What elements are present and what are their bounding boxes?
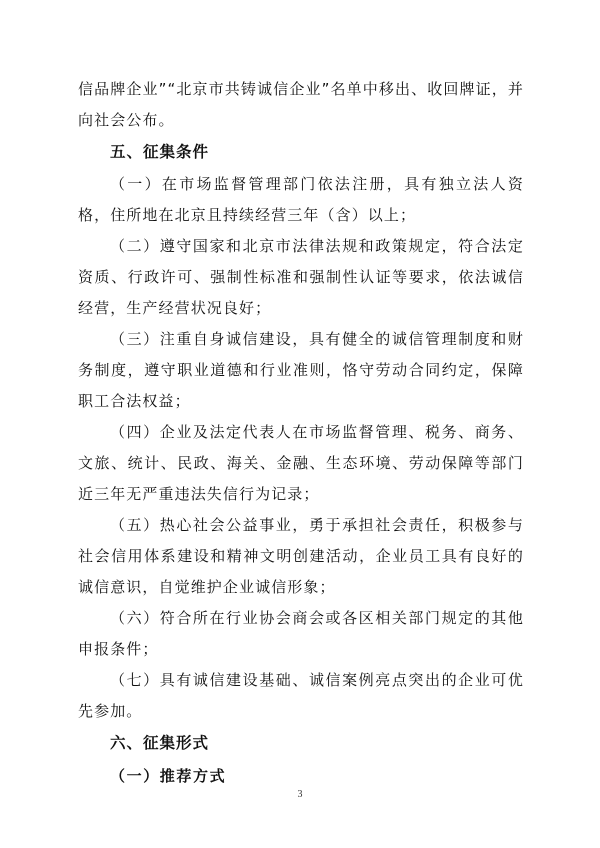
condition-item-1: （一）在市场监督管理部门依法注册，具有独立法人资格，住所地在北京且持续经营三年（含）以上； [78,175,524,224]
page-number: 3 [297,789,303,800]
continuation-paragraph: 信品牌企业”“北京市共铸诚信企业”名单中移出、收回牌证，并向社会公布。 [78,80,524,129]
document-body [78,74,524,793]
condition-item-6: （六）符合所在行业协会商会或各区相关部门规定的其他申报条件； [78,609,524,658]
subsection-heading-recommendation: （一）推荐方式 [110,767,227,785]
condition-item-5: （五）热心社会公益事业，勇于承担社会责任，积极参与社会信用体系建设和精神文明创建活动，企业员工具有良好的诚信意识，自觉维护企业诚信形象； [78,516,524,596]
condition-item-3: （三）注重自身诚信建设，具有健全的诚信管理制度和财务制度，遵守职业道德和行业准则，恪守劳动合同约定，保障职工合法权益； [78,330,524,410]
condition-item-2: （二）遵守国家和北京市法律法规和政策规定，符合法定资质、行政许可、强制性标准和强制性认证等要求，依法诚信经营，生产经营状况良好； [78,237,524,317]
condition-item-7: （七）具有诚信建设基础、诚信案例亮点突出的企业可优先参加。 [78,671,524,720]
section-heading-format: 六、征集形式 [110,734,210,752]
condition-item-4: （四）企业及法定代表人在市场监督管理、税务、商务、文旅、统计、民政、海关、金融、生态环境、劳动保障等部门近三年无严重违法失信行为记录； [78,423,524,503]
section-heading-conditions: 五、征集条件 [110,143,210,161]
